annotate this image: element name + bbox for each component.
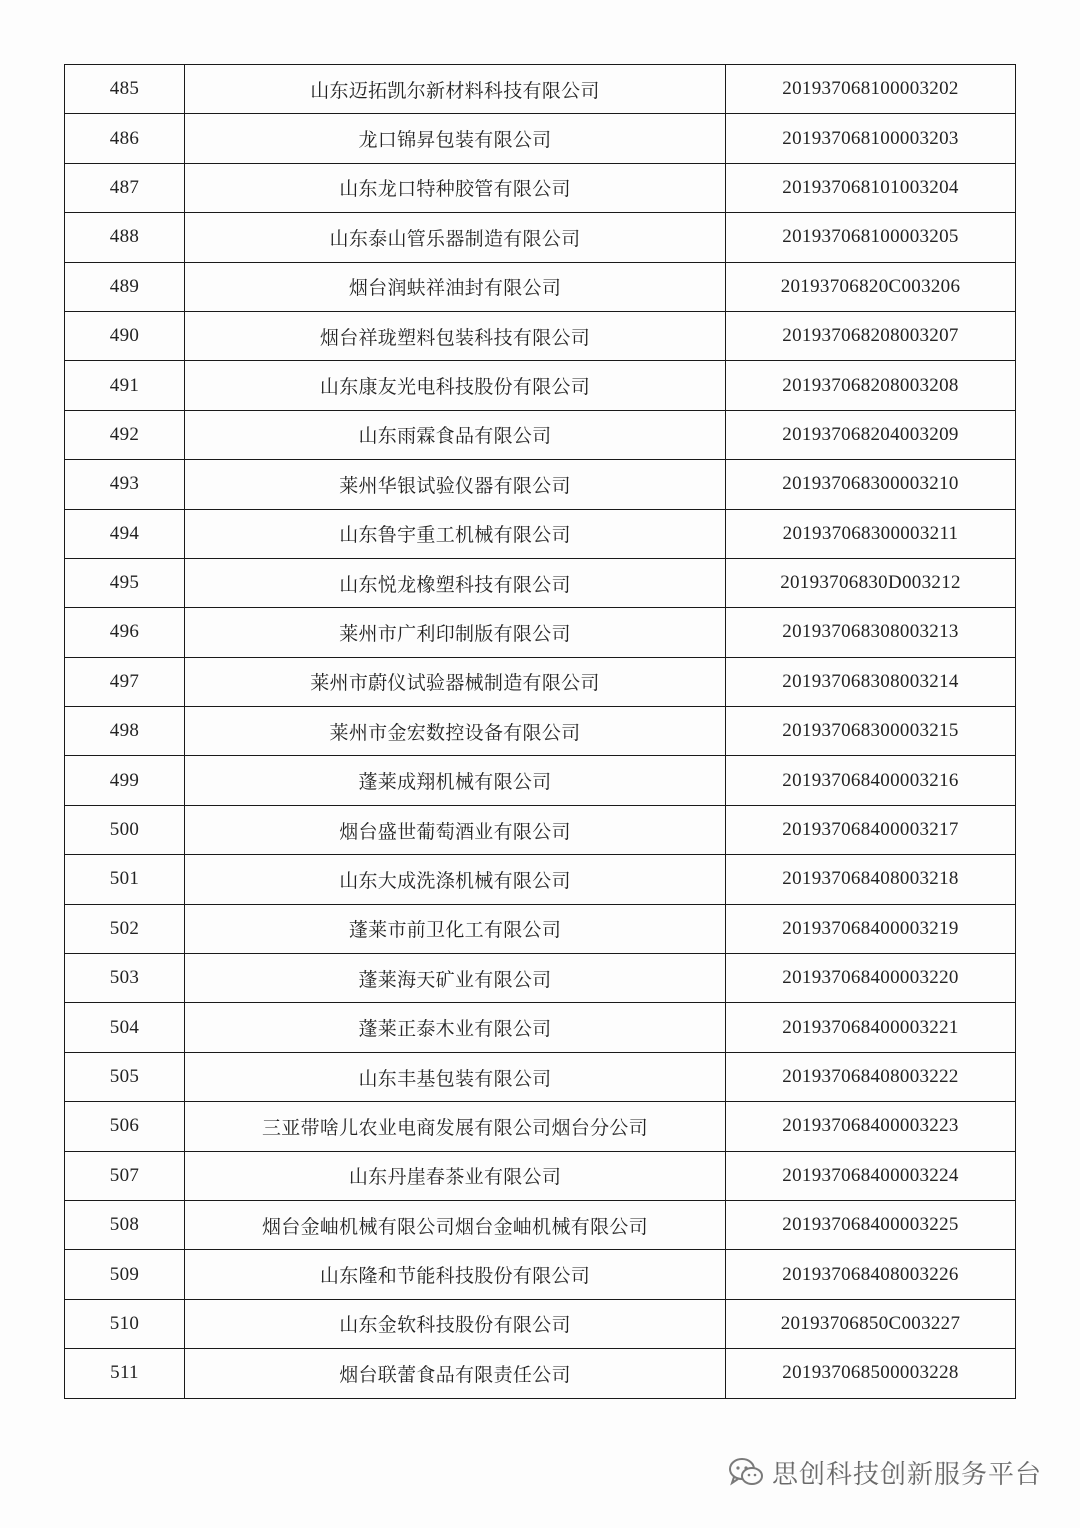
company-name: 烟台联蕾食品有限责任公司	[185, 1349, 726, 1398]
table-row	[65, 707, 1016, 756]
table-row	[65, 954, 1016, 1003]
company-name: 山东悦龙橡塑科技有限公司	[185, 558, 726, 607]
row-number: 494	[65, 509, 185, 558]
table-row	[65, 163, 1016, 212]
row-number: 488	[65, 213, 185, 262]
registration-code: 201937068400003216	[726, 756, 1016, 805]
row-number: 502	[65, 904, 185, 953]
row-number: 486	[65, 114, 185, 163]
company-name: 山东大成洗涤机械有限公司	[185, 855, 726, 904]
registration-code: 201937068408003222	[726, 1052, 1016, 1101]
table-row	[65, 805, 1016, 854]
registration-code: 201937068400003223	[726, 1102, 1016, 1151]
registration-code: 201937068400003220	[726, 954, 1016, 1003]
company-name: 山东丰基包装有限公司	[185, 1052, 726, 1101]
row-number: 496	[65, 608, 185, 657]
wechat-icon	[728, 1457, 764, 1487]
table-row	[65, 558, 1016, 607]
table-row	[65, 311, 1016, 360]
table-row	[65, 509, 1016, 558]
company-name: 莱州市蔚仪试验器械制造有限公司	[185, 657, 726, 706]
company-name: 烟台盛世葡萄酒业有限公司	[185, 805, 726, 854]
company-name: 烟台祥珑塑料包装科技有限公司	[185, 311, 726, 360]
registration-code: 201937068300003215	[726, 707, 1016, 756]
table-row	[65, 1003, 1016, 1052]
registration-code: 20193706850C003227	[726, 1299, 1016, 1348]
company-name: 蓬莱海天矿业有限公司	[185, 954, 726, 1003]
row-number: 487	[65, 163, 185, 212]
row-number: 498	[65, 707, 185, 756]
registration-code: 201937068300003211	[726, 509, 1016, 558]
company-name: 山东迈拓凯尔新材料科技有限公司	[185, 65, 726, 114]
company-name: 三亚带啥儿农业电商发展有限公司烟台分公司	[185, 1102, 726, 1151]
registration-code: 201937068100003203	[726, 114, 1016, 163]
row-number: 508	[65, 1200, 185, 1249]
registration-code: 201937068308003213	[726, 608, 1016, 657]
row-number: 491	[65, 361, 185, 410]
table-row	[65, 1151, 1016, 1200]
table-row	[65, 855, 1016, 904]
table-row	[65, 213, 1016, 262]
row-number: 485	[65, 65, 185, 114]
table-row	[65, 1052, 1016, 1101]
registration-code: 201937068408003218	[726, 855, 1016, 904]
registration-code: 201937068300003210	[726, 460, 1016, 509]
watermark	[728, 1452, 1042, 1492]
registration-code: 201937068100003202	[726, 65, 1016, 114]
company-list-table	[64, 64, 1016, 1399]
table-row	[65, 608, 1016, 657]
company-name: 烟台金岫机械有限公司烟台金岫机械有限公司	[185, 1200, 726, 1249]
registration-code: 201937068400003225	[726, 1200, 1016, 1249]
table-row	[65, 756, 1016, 805]
company-name: 莱州华银试验仪器有限公司	[185, 460, 726, 509]
company-name: 烟台润蚨祥油封有限公司	[185, 262, 726, 311]
registration-code: 201937068400003217	[726, 805, 1016, 854]
registration-code: 20193706830D003212	[726, 558, 1016, 607]
company-name: 蓬莱市前卫化工有限公司	[185, 904, 726, 953]
registration-code: 201937068101003204	[726, 163, 1016, 212]
row-number: 492	[65, 410, 185, 459]
registration-code: 201937068204003209	[726, 410, 1016, 459]
company-name: 莱州市金宏数控设备有限公司	[185, 707, 726, 756]
row-number: 495	[65, 558, 185, 607]
company-name: 蓬莱正泰木业有限公司	[185, 1003, 726, 1052]
table-row	[65, 114, 1016, 163]
company-name: 山东康友光电科技股份有限公司	[185, 361, 726, 410]
row-number: 493	[65, 460, 185, 509]
row-number: 509	[65, 1250, 185, 1299]
row-number: 499	[65, 756, 185, 805]
table-row	[65, 657, 1016, 706]
registration-code: 201937068500003228	[726, 1349, 1016, 1398]
company-name: 山东丹崖春茶业有限公司	[185, 1151, 726, 1200]
table-row	[65, 410, 1016, 459]
table-row	[65, 460, 1016, 509]
row-number: 504	[65, 1003, 185, 1052]
registration-code: 201937068400003219	[726, 904, 1016, 953]
registration-code: 201937068308003214	[726, 657, 1016, 706]
registration-code: 201937068408003226	[726, 1250, 1016, 1299]
row-number: 489	[65, 262, 185, 311]
company-name: 莱州市广利印制版有限公司	[185, 608, 726, 657]
company-name: 山东金软科技股份有限公司	[185, 1299, 726, 1348]
registration-code: 201937068208003208	[726, 361, 1016, 410]
table-row	[65, 1250, 1016, 1299]
table-row	[65, 262, 1016, 311]
company-name: 山东隆和节能科技股份有限公司	[185, 1250, 726, 1299]
row-number: 500	[65, 805, 185, 854]
company-name: 山东泰山管乐器制造有限公司	[185, 213, 726, 262]
row-number: 507	[65, 1151, 185, 1200]
company-name: 山东龙口特种胶管有限公司	[185, 163, 726, 212]
table-row	[65, 1299, 1016, 1348]
row-number: 501	[65, 855, 185, 904]
table-row	[65, 65, 1016, 114]
row-number: 490	[65, 311, 185, 360]
company-name: 蓬莱成翔机械有限公司	[185, 756, 726, 805]
registration-code: 201937068208003207	[726, 311, 1016, 360]
table-body	[65, 65, 1016, 1399]
company-name: 山东雨霖食品有限公司	[185, 410, 726, 459]
registration-code: 20193706820C003206	[726, 262, 1016, 311]
table-row	[65, 361, 1016, 410]
row-number: 510	[65, 1299, 185, 1348]
row-number: 511	[65, 1349, 185, 1398]
row-number: 497	[65, 657, 185, 706]
registration-code: 201937068100003205	[726, 213, 1016, 262]
table-row	[65, 1200, 1016, 1249]
company-name: 山东鲁宇重工机械有限公司	[185, 509, 726, 558]
company-name: 龙口锦昇包装有限公司	[185, 114, 726, 163]
table-row	[65, 1349, 1016, 1398]
row-number: 503	[65, 954, 185, 1003]
watermark-text: 思创科技创新服务平台	[771, 1459, 1042, 1490]
table-row	[65, 904, 1016, 953]
registration-code: 201937068400003224	[726, 1151, 1016, 1200]
row-number: 505	[65, 1052, 185, 1101]
row-number: 506	[65, 1102, 185, 1151]
registration-code: 201937068400003221	[726, 1003, 1016, 1052]
table-row	[65, 1102, 1016, 1151]
